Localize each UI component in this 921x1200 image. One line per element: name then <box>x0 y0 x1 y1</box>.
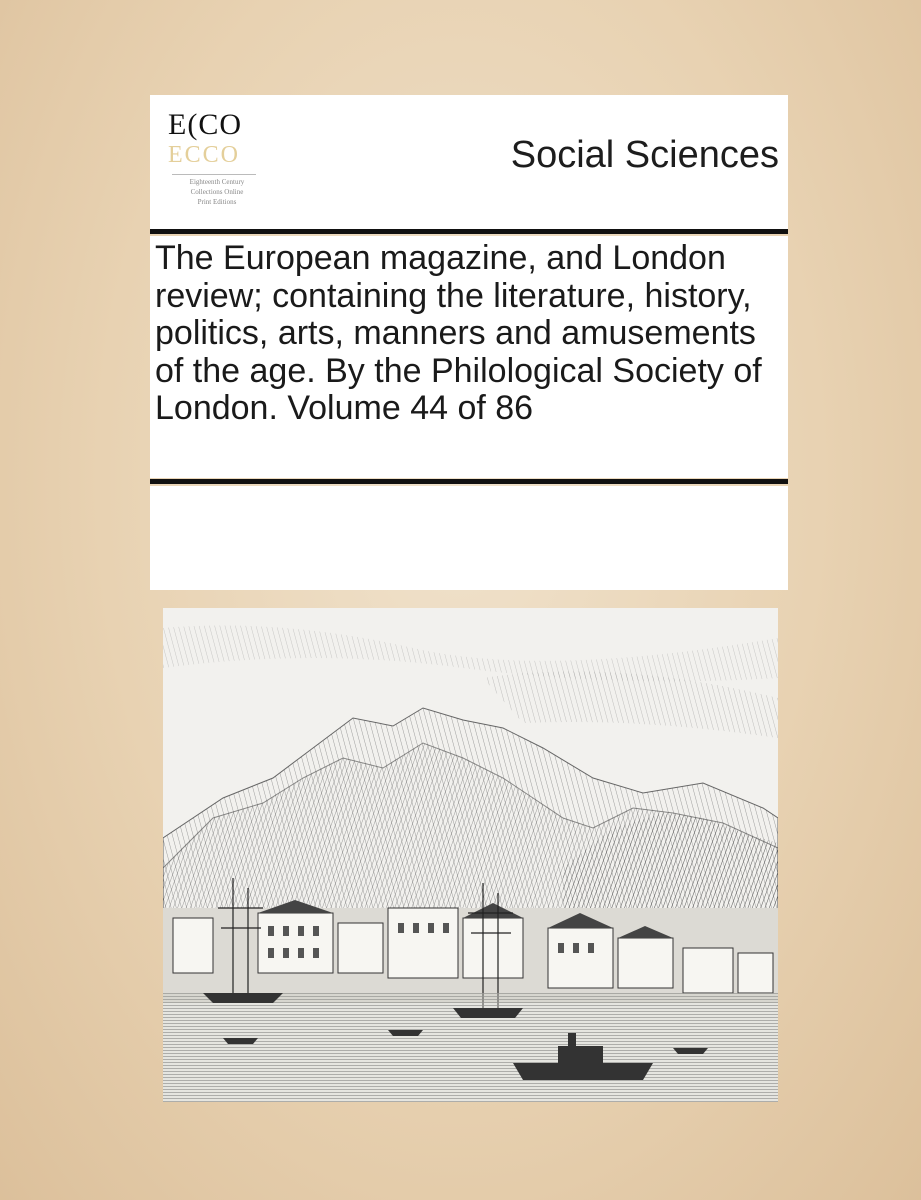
logo-line-3: Print Editions <box>197 198 237 206</box>
logo-line-1: Eighteenth Century <box>189 178 245 186</box>
series-label: Social Sciences <box>510 134 779 176</box>
logo-divider <box>172 174 256 175</box>
ecco-logo <box>168 108 264 218</box>
book-title: The European magazine, and London review; containing the literature, history, politics, arts, manners and amusements of the age. By the Philological Society of London. Volume 44 of 86 <box>155 239 762 427</box>
logo-line-2: Collections Online <box>190 188 244 196</box>
logo-text: E(CO <box>168 108 242 141</box>
top-rule <box>150 229 788 234</box>
blank-panel <box>150 486 788 590</box>
bottom-rule <box>150 479 788 484</box>
logo-ghost-text: ECCO <box>168 142 241 168</box>
harbor-engraving-image <box>163 608 778 1102</box>
